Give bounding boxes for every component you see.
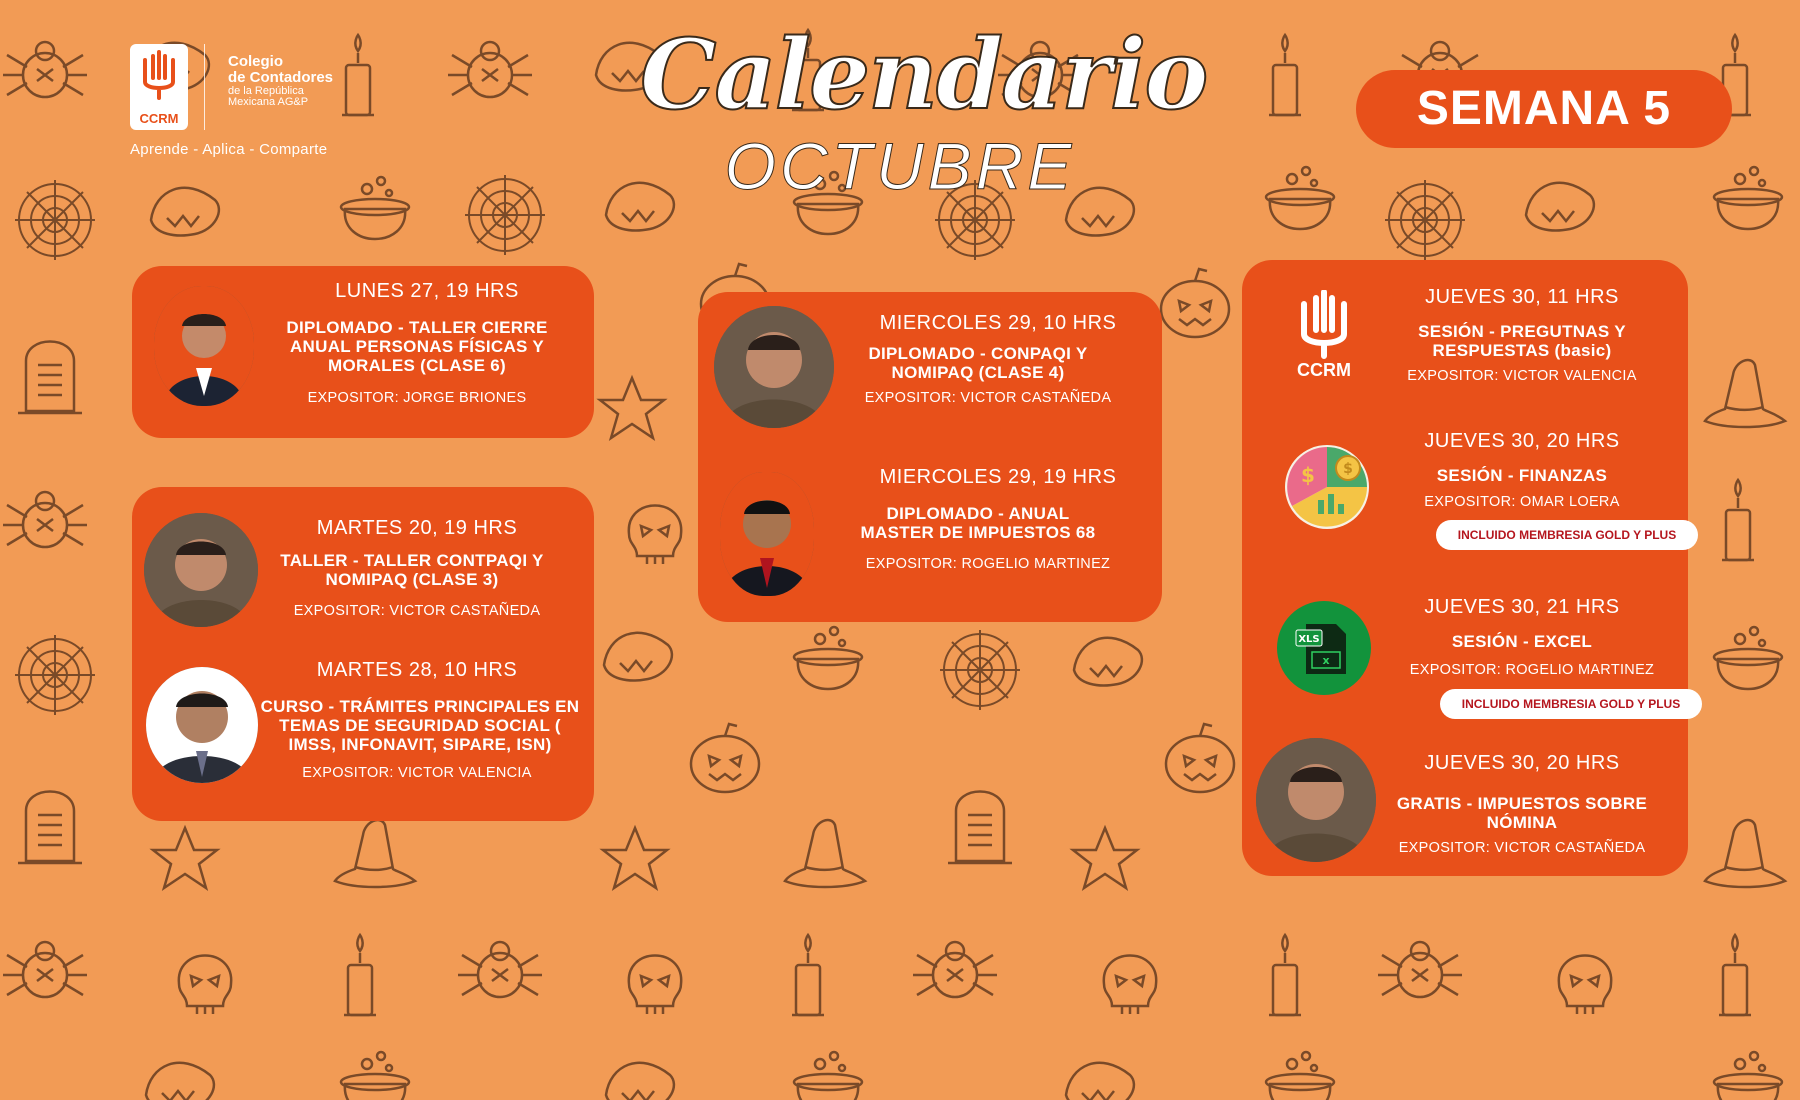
xls-label: XLS [1298, 634, 1320, 645]
logo-text [228, 54, 333, 109]
event-title: TALLER - TALLER CONTPAQI Y NOMIPAQ (CLASE 3) [280, 551, 544, 589]
card-tuesday [132, 487, 594, 821]
event-expositor: EXPOSITOR: VICTOR CASTAÑEDA [293, 603, 541, 619]
event-time: MIERCOLES 29, 10 HRS [879, 312, 1117, 334]
card-wednesday [698, 292, 1162, 622]
speaker-photo [154, 286, 254, 406]
event-title: DIPLOMADO - CONPAQI Y NOMIPAQ (CLASE 4) [868, 344, 1088, 382]
event-expositor: EXPOSITOR: ROGELIO MARTINEZ [1409, 662, 1655, 678]
event-expositor: EXPOSITOR: VICTOR CASTAÑEDA [864, 390, 1112, 406]
svg-text:x: x [1322, 654, 1330, 667]
page-subtitle: OCTUBRE [724, 129, 1076, 203]
logo-line4: Mexicana AG&P [228, 96, 309, 109]
event-time: MARTES 20, 19 HRS [316, 517, 518, 539]
logo-acronym: CCRM [1297, 360, 1351, 380]
logo-line2: de Contadores [228, 68, 334, 86]
event-title: DIPLOMADO - ANUAL MASTER DE IMPUESTOS 68 [860, 504, 1096, 542]
event-time: LUNES 27, 19 HRS [335, 280, 519, 302]
card-thursday [1242, 260, 1688, 876]
week-badge: SEMANA 5 [1356, 70, 1732, 148]
logo-tagline: Aprende - Aplica - Comparte [130, 141, 328, 158]
event-time: MIERCOLES 29, 19 HRS [879, 466, 1117, 488]
event-time: JUEVES 30, 20 HRS [1424, 430, 1620, 452]
event-time: MARTES 28, 10 HRS [316, 659, 518, 681]
svg-text:$: $ [1301, 463, 1315, 487]
logo-acronym: CCRM [139, 111, 179, 126]
event-expositor: EXPOSITOR: JORGE BRIONES [307, 390, 527, 406]
event-expositor: EXPOSITOR: ROGELIO MARTINEZ [865, 556, 1111, 572]
event-expositor: EXPOSITOR: OMAR LOERA [1424, 494, 1620, 510]
membership-badge: INCLUIDO MEMBRESIA GOLD Y PLUS [1440, 689, 1702, 719]
event-title: SESIÓN - FINANZAS [1436, 466, 1608, 485]
excel-icon [1276, 600, 1372, 696]
event-time: JUEVES 30, 21 HRS [1424, 596, 1620, 618]
event-time: JUEVES 30, 11 HRS [1425, 286, 1619, 308]
event-expositor: EXPOSITOR: VICTOR VALENCIA [1407, 368, 1637, 384]
speaker-photo [146, 667, 258, 783]
speaker-photo [144, 513, 258, 627]
event-title: GRATIS - IMPUESTOS SOBRE NÓMINA [1396, 794, 1648, 832]
pencil-hand-icon [1288, 290, 1360, 360]
event-time: JUEVES 30, 20 HRS [1424, 752, 1620, 774]
card-monday [132, 266, 594, 438]
event-title: SESIÓN - EXCEL [1451, 632, 1593, 651]
ccrm-logo-white [1288, 290, 1360, 380]
event-title: DIPLOMADO - TALLER CIERRE ANUAL PERSONAS FÍSICAS Y MORALES (CLASE 6) [286, 318, 548, 375]
logo-line1: Colegio [228, 53, 283, 70]
ccrm-logo [130, 44, 380, 164]
page-title: Calendario [640, 18, 1207, 131]
event-expositor: EXPOSITOR: VICTOR VALENCIA [302, 765, 532, 781]
membership-badge: INCLUIDO MEMBRESIA GOLD Y PLUS [1436, 520, 1698, 550]
event-title: SESIÓN - PREGUTNAS Y RESPUESTAS (basic) [1418, 322, 1626, 360]
logo-divider [204, 44, 205, 130]
finance-chart-icon [1282, 442, 1372, 532]
speaker-photo [714, 306, 834, 428]
ccrm-logo-mark [130, 44, 188, 130]
event-title: CURSO - TRÁMITES PRINCIPALES EN TEMAS DE SEGURIDAD SOCIAL ( IMSS, INFONAVIT, SIPARE, ISN) [260, 697, 580, 754]
speaker-photo [720, 472, 814, 596]
pencil-hand-icon [139, 50, 179, 100]
logo-line3: de la República [228, 84, 304, 97]
speaker-photo [1256, 738, 1376, 862]
event-expositor: EXPOSITOR: VICTOR CASTAÑEDA [1398, 840, 1646, 856]
svg-text:$: $ [1343, 461, 1353, 477]
